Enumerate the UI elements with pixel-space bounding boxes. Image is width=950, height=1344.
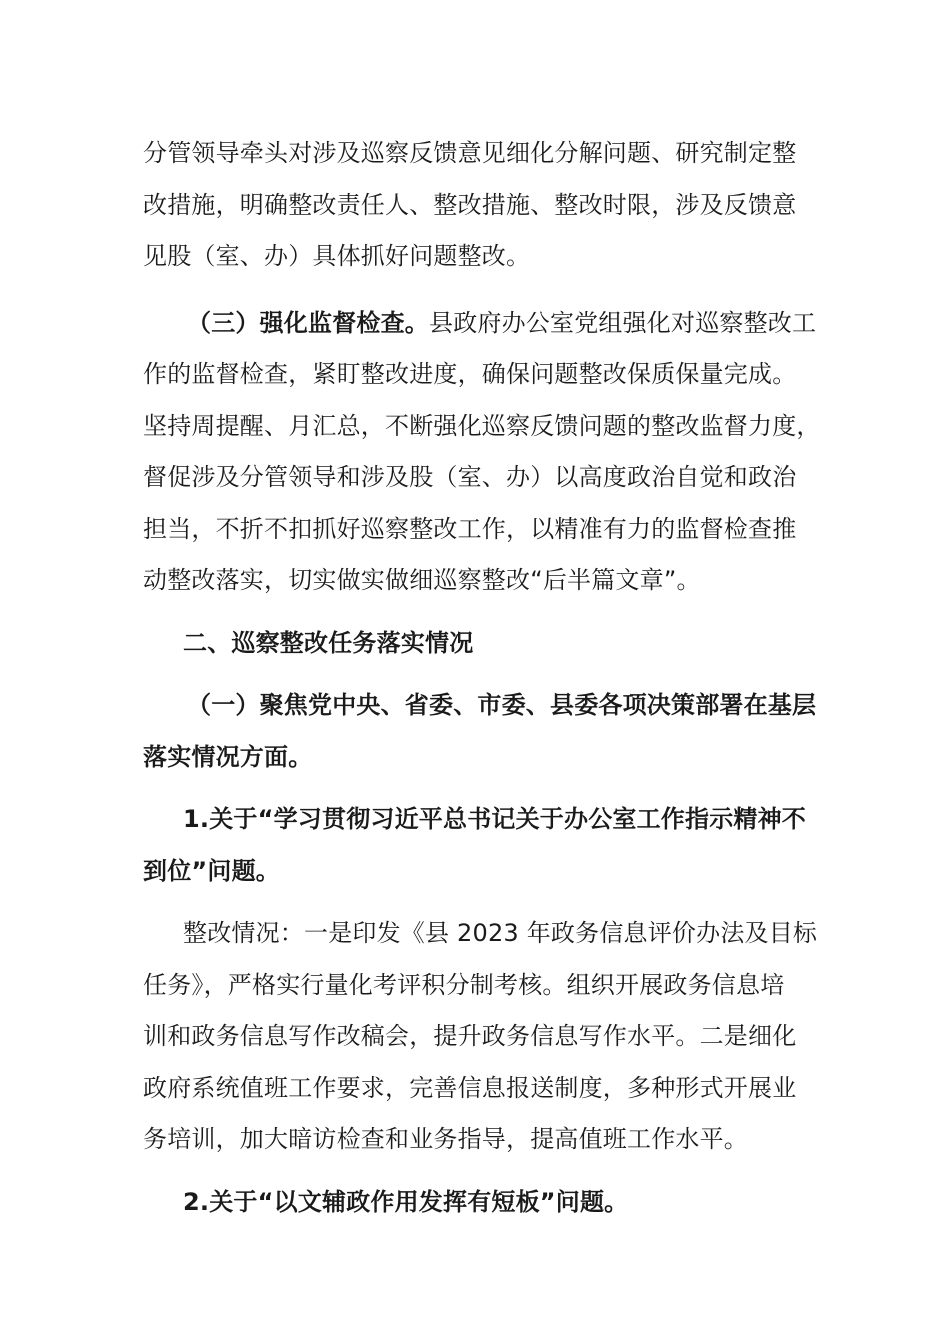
section-heading-three: （三）强化监督检查。 — [187, 308, 429, 337]
paragraph-supervision — [143, 298, 821, 607]
document-body — [143, 128, 821, 1228]
paragraph-rectification — [143, 908, 818, 1166]
text-line: （一）聚焦党中央、省委、市委、县委各项决策部署在基层 — [187, 691, 817, 719]
text-line: 任务》，严格实行量化考评积分制考核。组织开展政务信息培 — [143, 970, 785, 999]
text-line — [143, 298, 817, 350]
paragraph-responsibility — [143, 128, 807, 283]
text-line: 1.关于“学习贯彻习近平总书记关于办公室工作指示精神不 — [183, 805, 806, 833]
text-line: 务培训，加大暗访检查和业务指导，提高值班工作水平。 — [143, 1125, 748, 1153]
subsection-heading-one — [143, 680, 817, 783]
text-line: 担当，不折不扣抓好巡察整改工作，以精准有力的监督检查推 — [143, 514, 797, 543]
item-heading-2: 2.关于“以文辅政作用发挥有短板”问题。 — [183, 1187, 629, 1216]
text-line: 到位”问题。 — [143, 856, 280, 885]
section-heading-two: 二、巡察整改任务落实情况 — [183, 628, 474, 657]
text-line: 改措施，明确整改责任人、整改措施、整改时限，涉及反馈意 — [143, 190, 797, 219]
item-heading-1 — [143, 794, 807, 897]
text-line: 分管领导牵头对涉及巡察反馈意见细化分解问题、研究制定整 — [143, 139, 797, 167]
text-run: 县政府办公室党组强化对巡察整改工 — [429, 308, 817, 337]
text-line: 见股（室、办）具体抓好问题整改。 — [143, 242, 531, 270]
text-line: 作的监督检查，紧盯整改进度，确保问题整改保质保量完成。 — [143, 360, 797, 388]
text-line: 整改情况：一是印发《县 2023 年政务信息评价办法及目标 — [183, 919, 818, 947]
text-line: 训和政务信息写作改稿会，提升政务信息写作水平。二是细化 — [143, 1022, 797, 1050]
text-line: 督促涉及分管领导和涉及股（室、办）以高度政治自觉和政治 — [143, 463, 797, 491]
text-line: 动整改落实，切实做实做细巡察整改“后半篇文章”。 — [143, 566, 701, 594]
text-line: 政府系统值班工作要求，完善信息报送制度，多种形式开展业 — [143, 1073, 797, 1102]
text-line: 坚持周提醒、月汇总，不断强化巡察反馈问题的整改监督力度， — [143, 411, 821, 440]
text-line: 落实情况方面。 — [143, 742, 313, 771]
